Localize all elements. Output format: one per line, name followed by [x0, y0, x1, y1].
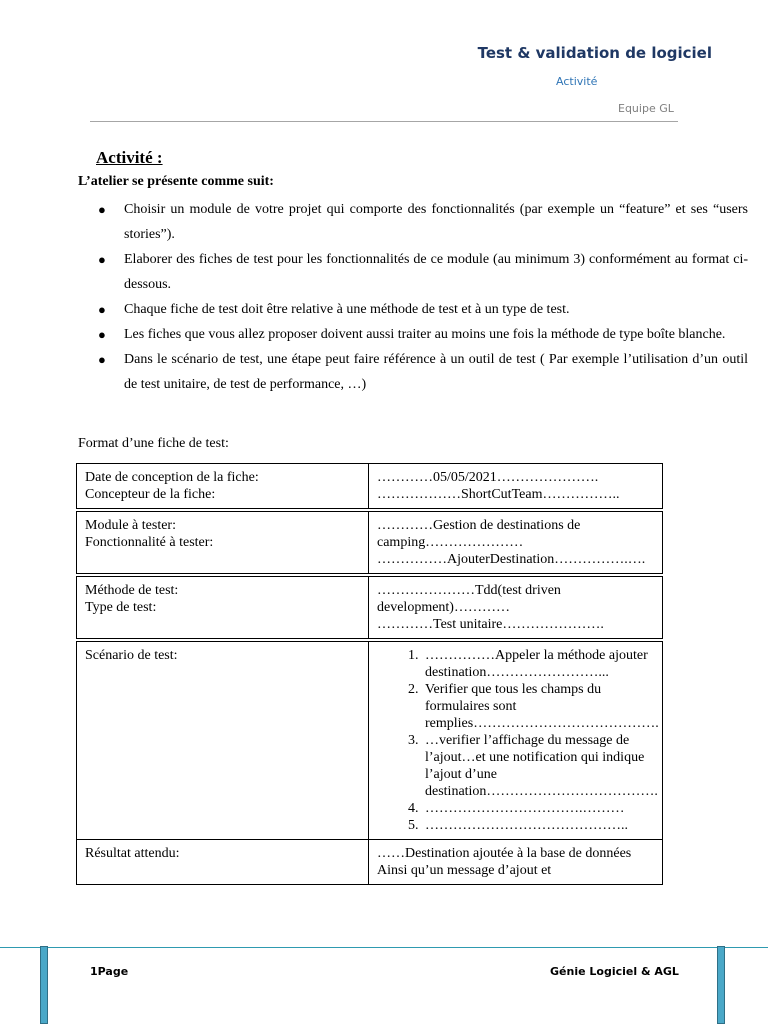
table-cell-label [77, 577, 369, 639]
date-value: …………05/05/2021…………………. [377, 470, 599, 485]
footer-right-bar [717, 946, 725, 1024]
date-label: Date de conception de la fiche: [85, 470, 259, 485]
method-value: …………………Tdd(test driven development)………… [377, 583, 561, 615]
header-team: Equipe GL [618, 102, 674, 115]
designer-label: Concepteur de la fiche: [85, 487, 216, 502]
list-item-text: Choisir un module de votre projet qui comporte des fonctionnalités (par exemple un “feature” et ses “users stories”). [124, 202, 748, 242]
list-item [78, 197, 748, 247]
result-label: Résultat attendu: [77, 840, 369, 885]
list-item [78, 297, 748, 322]
table-row [77, 512, 663, 574]
list-item [78, 322, 748, 347]
scenario-step: 4. …………………………….……… [422, 800, 654, 817]
table-cell-value [369, 642, 663, 840]
scenario-step: 3. …verifier l’affichage du message de l’ajout…et une notification qui indique l’ajout d’une destination………………………………. [422, 732, 654, 800]
footer-left-bar [40, 946, 48, 1024]
header-subtitle: Activité [556, 75, 598, 88]
footer-divider [0, 947, 768, 948]
list-item-text: Elaborer des fiches de test pour les fonctionnalités de ce module (au minimum 3) conformément au format ci-dessous. [124, 252, 748, 292]
bullet-icon: ● [98, 202, 106, 217]
module-value: …………Gestion de destinations de camping………………… [377, 518, 581, 550]
table-row [77, 642, 663, 840]
scenario-steps [377, 647, 659, 834]
bullet-icon: ● [98, 252, 106, 267]
feature-value: ……………AjouterDestination…………….…. [377, 552, 646, 567]
scenario-step: 5. …………………………………….. [422, 817, 654, 834]
list-item-text: Dans le scénario de test, une étape peut faire référence à un outil de test ( Par exemple l’utilisation d’un outil de test unitaire, de test de performance, …) [124, 352, 748, 392]
list-item [78, 347, 748, 397]
header-title: Test & validation de logiciel [477, 44, 712, 62]
type-label: Type de test: [85, 600, 157, 615]
designer-value: ………………ShortCutTeam…………….. [377, 487, 620, 502]
instructions-list [78, 197, 748, 397]
result-value: ……Destination ajoutée à la base de données Ainsi qu’un message d’ajout et [369, 840, 663, 885]
scenario-step: 1. ……………Appeler la méthode ajouter destination……………………... [422, 647, 654, 681]
table-row [77, 577, 663, 639]
list-item-text: Les fiches que vous allez proposer doivent aussi traiter au moins une fois la méthode de type boîte blanche. [124, 327, 726, 342]
activity-title: Activité : [96, 148, 163, 167]
module-label: Module à tester: [85, 518, 176, 533]
feature-label: Fonctionnalité à tester: [85, 535, 214, 550]
list-item [78, 247, 748, 297]
type-value: …………Test unitaire…………………. [377, 617, 604, 632]
list-item-text: Chaque fiche de test doit être relative à une méthode de test et à un type de test. [124, 302, 570, 317]
table-cell-label [77, 512, 369, 574]
bullet-icon: ● [98, 327, 106, 342]
bullet-icon: ● [98, 352, 106, 367]
table-cell-value [369, 577, 663, 639]
format-label: Format d’une fiche de test: [78, 436, 229, 451]
table-cell-label [77, 464, 369, 509]
table-row [77, 840, 663, 885]
table-row [77, 464, 663, 509]
intro-text: L’atelier se présente comme suit: [78, 174, 274, 189]
footer-course: Génie Logiciel & AGL [550, 965, 679, 978]
method-label: Méthode de test: [85, 583, 179, 598]
bullet-icon: ● [98, 302, 106, 317]
header-divider [90, 121, 678, 122]
table-cell-value [369, 464, 663, 509]
scenario-step: 2. Verifier que tous les champs du formulaires sont remplies…………………………………. [422, 681, 654, 732]
test-sheet-table [76, 463, 663, 885]
scenario-label: Scénario de test: [77, 642, 369, 840]
table-cell-value [369, 512, 663, 574]
page-number: 1Page [90, 965, 129, 978]
